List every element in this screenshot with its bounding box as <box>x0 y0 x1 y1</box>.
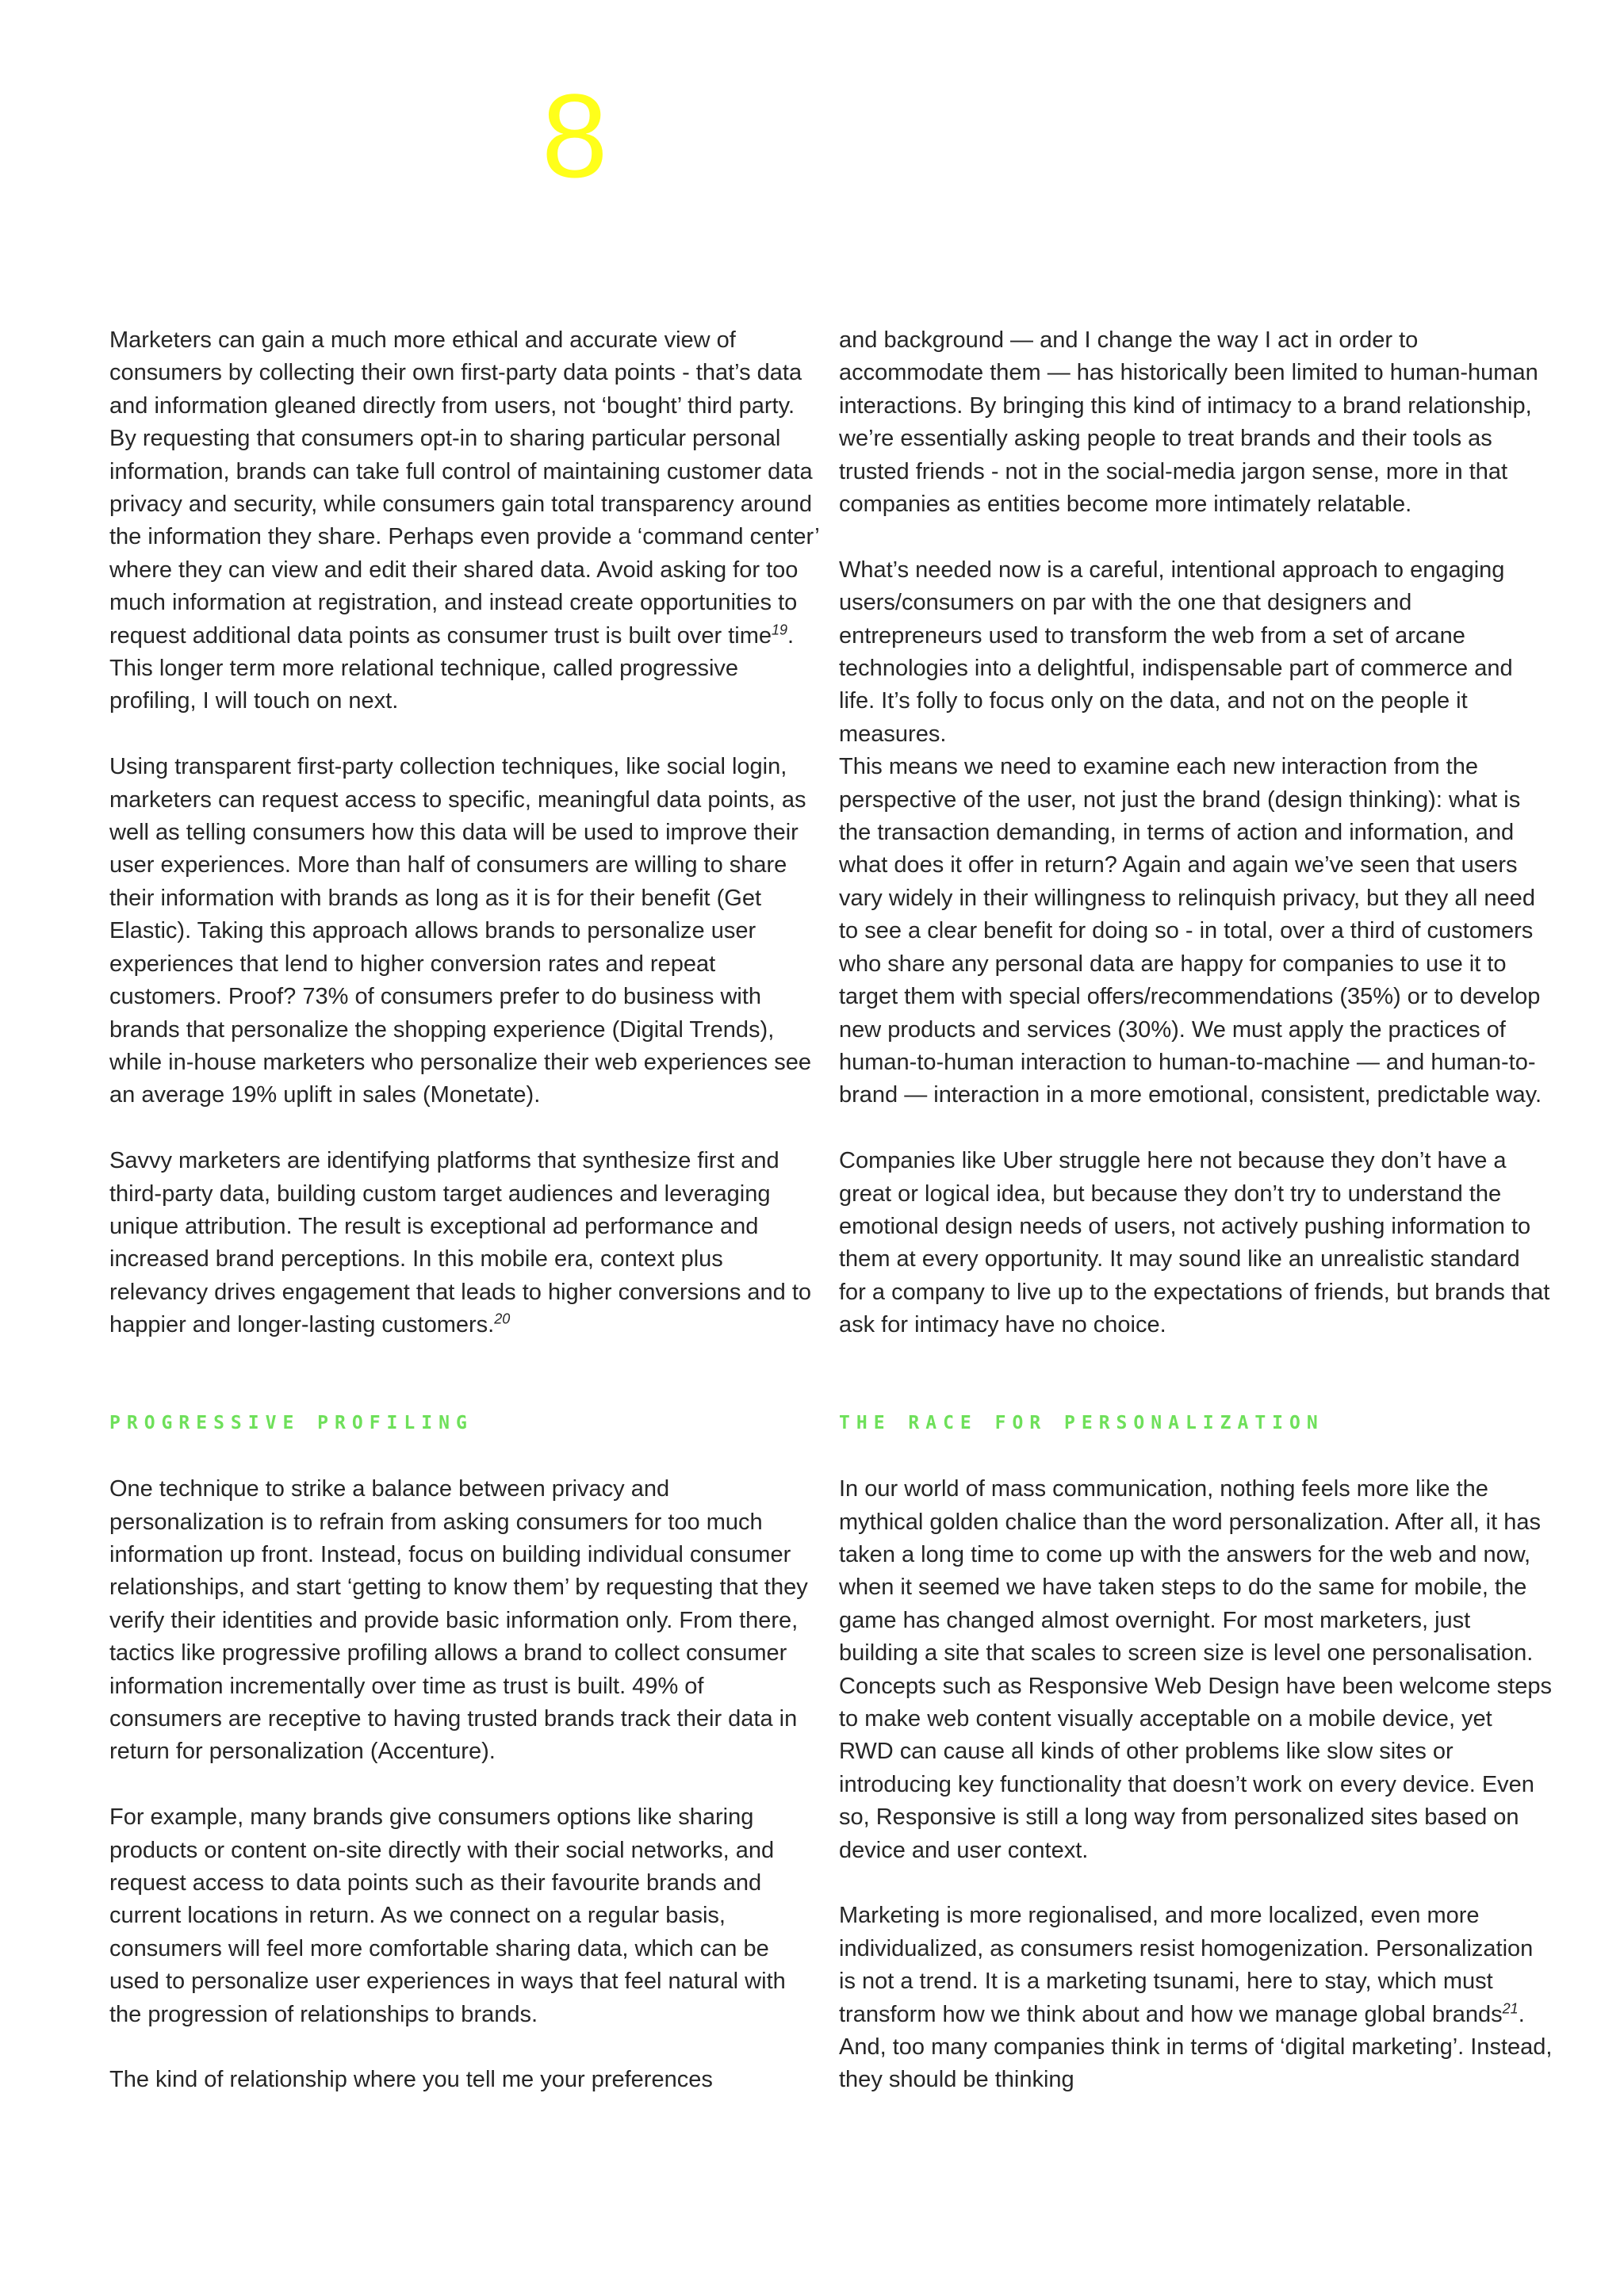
paragraph-text: Marketers can gain a much more ethical and accurate view of consumers by collecting their own first-party data points - that’s data and information gleaned directly from users, not ‘bought’ third party. By requesting that consumers opt-in to sharing particular personal information, brands can take full control of maintaining customer data privacy and security, while consumers gain total transparency around the information they share. Perhaps even provide a ‘command center’ where they can view and edit their shared data. Avoid asking for too much information at registration, and instead create opportunities to request additional data points as consumer trust is built over time <box>109 327 819 649</box>
footnote-ref-21[interactable]: 21 <box>1502 1999 1519 2016</box>
right-paragraph-5: In our world of mass communication, nothing feels more like the mythical golden chalice than the word personalization. After all, it has taken a long time to come up with the answers for the web and now, when it seemed we have taken steps to do the same for mobile, the game has changed almost overnight. For most marketers, just building a site that scales to screen size is level one personalisation. Concepts such as Responsive Web Design have been welcome steps to make web content visually acceptable on a mobile device, yet RWD can cause all kinds of other problems like slow sites or introducing key functionality that doesn’t work on every device. Even so, Responsive is still a long way from personalized sites based on device and user context. <box>839 1476 1552 1863</box>
paragraph-text-tail: . And, too many companies think in terms of ‘digital marketing’. Instead, they should be thinking <box>839 2001 1553 2093</box>
right-paragraph-4: Companies like Uber struggle here not because they don’t have a great or logical idea, but because they don’t try to understand the emotional design needs of users, not actively pushing information to them at every opportunity. It may sound like an unrealistic standard for a company to live up to the expectations of friends, but brands that ask for intimacy have no choice. <box>839 1148 1550 1338</box>
left-paragraph-2: Using transparent first-party collection techniques, like social login, marketers can request access to specific, meaningful data points, as well as telling consumers how this data will be used to improve their user experiences. More than half of consumers are willing to share their information with brands as long as it is for their benefit (Get Elastic). Taking this approach allows brands to personalize user experiences that lend to higher conversion rates and repeat customers. Proof? 73% of consumers prefer to do business with brands that personalize the shopping experience (Digital Trends), while in-house marketers who personalize their web experiences see an average 19% uplift in sales (Monetate). <box>109 754 811 1108</box>
paragraph-text: Savvy marketers are identifying platforms that synthesize first and third-party data, building custom target audiences and leveraging unique attribution. The result is exceptional ad performance and increased brand perceptions. In this mobile era, context plus relevancy drives engagement that leads to higher conversions and to happier and longer-lasting customers. <box>109 1148 812 1338</box>
right-column <box>839 324 1553 2097</box>
right-paragraph-2: What’s needed now is a careful, intentional approach to engaging users/consumers on par with the one that designers and entrepreneurs used to transform the web from a set of arcane technologies into a delightful, indispensable part of commerce and life. It’s folly to focus only on the data, and not on the people it measures. <box>839 557 1513 747</box>
left-paragraph-4: One technique to strike a balance between privacy and personalization is to refrain from asking consumers for too much information up front. Instead, focus on building individual consumer relationships, and start ‘getting to know them’ by requesting that they verify their identities and provide basic information only. From there, tactics like progressive profiling allows a brand to collect consumer information incrementally over time as trust is built. 49% of consumers are receptive to having trusted brands track their data in return for personalization (Accenture). <box>109 1476 808 1765</box>
paragraph-text-tail: . This longer term more relational technique, called progressive profiling, I will touch on next. <box>109 622 795 714</box>
right-paragraph-3: This means we need to examine each new interaction from the perspective of the user, not just the brand (design thinking): what is the transaction demanding, in terms of action and information, and what does it offer in return? Again and again we’ve seen that users vary widely in their willingness to relinquish privacy, but they all need to see a clear benefit for doing so - in total, over a third of customers who share any personal data are happy for companies to use it to target them with special offers/recommendations (35%) or to develop new products and services (30%). We must apply the practices of human-to-human interaction to human-to-machine — and human-to-brand — interaction in a more emotional, consistent, predictable way. <box>839 754 1542 1108</box>
right-paragraph-1: and background — and I change the way I act in order to accommodate them — has historically been limited to human-human interactions. By bringing this kind of intimacy to a brand relationship, we’re essentially asking people to treat brands and their tools as trusted friends - not in the social-media jargon sense, more in that companies as entities become more intimately relatable. <box>839 327 1538 518</box>
right-paragraph-6 <box>839 1900 1553 2096</box>
paragraph-text: Marketing is more regionalised, and more localized, even more individualized, as consumers resist homogenization. Personalization is not a trend. It is a marketing tsunami, here to stay, which must transform how we think about and how we manage global brands <box>839 1903 1534 2027</box>
page-number: 8 <box>542 69 608 202</box>
left-column <box>109 324 819 2097</box>
section-heading-progressive-profiling: PROGRESSIVE PROFILING <box>109 1413 473 1434</box>
left-paragraph-3 <box>109 1145 819 1341</box>
footnote-ref-19[interactable]: 19 <box>771 622 788 637</box>
left-paragraph-6: The kind of relationship where you tell me your preferences <box>109 2067 713 2093</box>
left-paragraph-1 <box>109 324 819 718</box>
left-paragraph-5: For example, many brands give consumers options like sharing products or content on-site directly with their social networks, and request access to data points such as their favourite brands and current locations in return. As we connect on a regular basis, consumers will feel more comfortable sharing data, which can be used to personalize user experiences in ways that feel natural with the progression of relationships to brands. <box>109 1804 786 2027</box>
section-heading-race-for-personalization: THE RACE FOR PERSONALIZATION <box>839 1413 1324 1434</box>
footnote-ref-20[interactable]: 20 <box>494 1311 511 1327</box>
